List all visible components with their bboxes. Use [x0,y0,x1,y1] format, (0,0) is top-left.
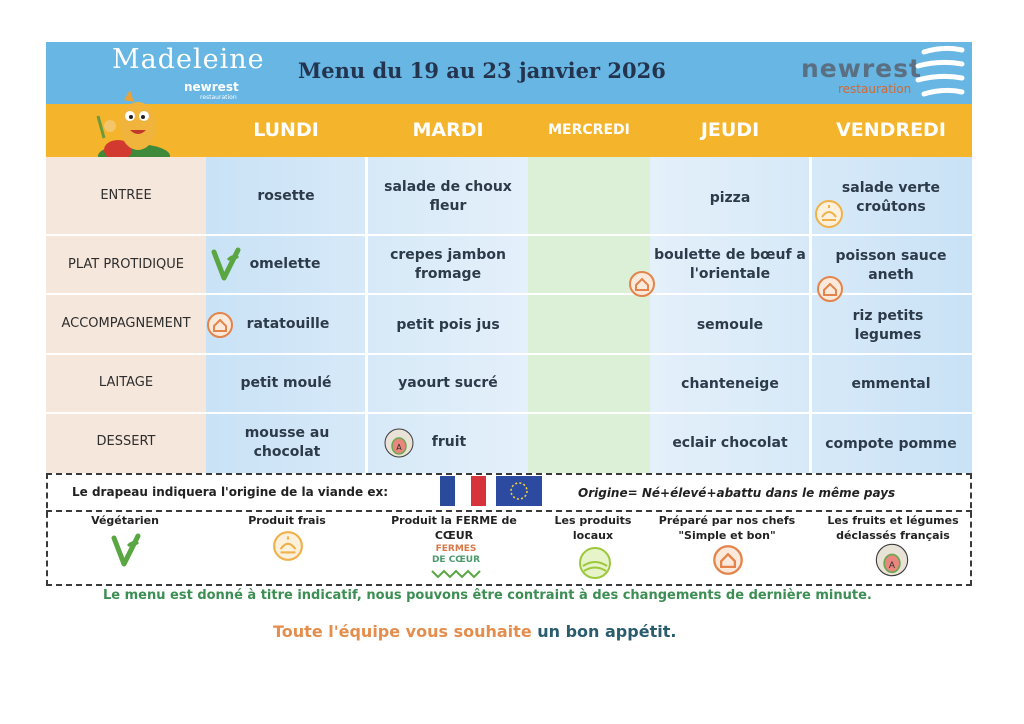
legend-chefs-label: Préparé par nos chefs "Simple et bon" [658,514,796,542]
row-label-plat: PLAT PROTIDIQUE [67,257,185,272]
day-jeudi: JEUDI [700,119,760,141]
wish-part-1: Toute l'équipe vous souhaite [273,622,532,641]
chef-house-icon [628,270,656,298]
bon-appetit-message [273,622,676,641]
flag-explanation: Le drapeau indiquera l'origine de la viande ex: [72,485,389,499]
mercredi-column [528,157,650,473]
menu-cell: petit pois jus [396,317,500,333]
menu-cell: omelette [249,256,321,272]
fresh-product-icon [814,199,844,229]
vegetarian-icon [210,246,242,282]
brand-name: Madeleine [112,44,265,75]
row-label-accompagnement: ACCOMPAGNEMENT [61,316,191,331]
menu-cell: eclair chocolat [672,435,788,451]
chef-house-icon [206,311,234,339]
brand-sub: newrest [184,80,239,94]
page-title: Menu du 19 au 23 janvier 2026 [298,58,666,83]
day-vendredi: VENDREDI [836,119,946,141]
svg-text:A: A [396,443,402,452]
legend-divider [46,510,972,512]
legend-ferme-label: Produit la FERME de CŒUR [391,514,517,542]
origin-explanation: Origine= Né+élevé+abattu dans le même pays [578,486,896,500]
menu-cell: salade de choux fleur [384,179,512,214]
menu-cell: mousse au chocolat [244,425,330,460]
menu-cell: compote pomme [825,436,957,452]
menu-cell: semoule [696,317,764,333]
menu-cell: rosette [257,188,315,204]
france-flag-icon [440,476,486,506]
menu-cell: boulette de bœuf a l'orientale [654,247,806,282]
row-divider [46,412,972,414]
menu-cell: yaourt sucré [398,375,498,391]
menu-cell: petit moulé [240,375,332,391]
brand-sub2: restauration [200,94,237,101]
menu-cell: fruit [431,434,467,450]
svg-text:DE CŒUR: DE CŒUR [431,555,481,565]
newrest-lines-icon [914,44,966,100]
chef-house-icon [712,544,744,576]
disclaimer-note: Le menu est donné à titre indicatif, nous pouvons être contraint à des changements de dernière minute. [103,588,872,603]
row-label-laitage: LAITAGE [98,375,154,390]
row-divider [46,353,972,355]
menu-cell: ratatouille [246,316,330,332]
day-mardi: MARDI [412,119,484,141]
wish-part-2: un bon appétit. [537,622,677,641]
menu-cell: poisson sauce aneth [835,248,947,283]
declasse-fruit-icon [874,541,910,579]
newrest-logo: newrest [801,54,922,83]
fermes-de-coeur-logo-icon [424,541,488,583]
menu-cell: pizza [709,190,751,206]
row-label-dessert: DESSERT [96,434,156,449]
menu-cell: crepes jambon fromage [390,247,506,282]
svg-text:A: A [888,560,896,571]
row-label-entree: ENTREE [100,188,152,203]
label-column [46,157,206,473]
menu-cell: emmental [851,376,931,392]
legend-vegetarien-label: Végétarien [91,514,159,527]
menu-cell: salade verte croûtons [841,180,941,215]
local-products-icon [578,546,612,580]
chef-house-icon [816,275,844,303]
newrest-logo-sub: restauration [838,82,912,96]
eu-flag-icon [496,476,542,506]
legend-declasses-label: Les fruits et légumes déclassés français [827,514,959,542]
legend-locaux-label: Les produits locaux [554,514,632,542]
fresh-product-icon [272,530,304,562]
menu-cell: chanteneige [681,376,779,392]
menu-cell: riz petits legumes [852,308,924,343]
day-mercredi: MERCREDI [548,122,630,138]
vegetarian-icon [110,532,142,568]
row-divider [46,234,972,236]
declasse-fruit-icon [384,426,414,460]
day-lundi: LUNDI [253,119,319,141]
svg-text:FERMES: FERMES [435,544,477,554]
legend-produit-frais-label: Produit frais [248,514,326,527]
